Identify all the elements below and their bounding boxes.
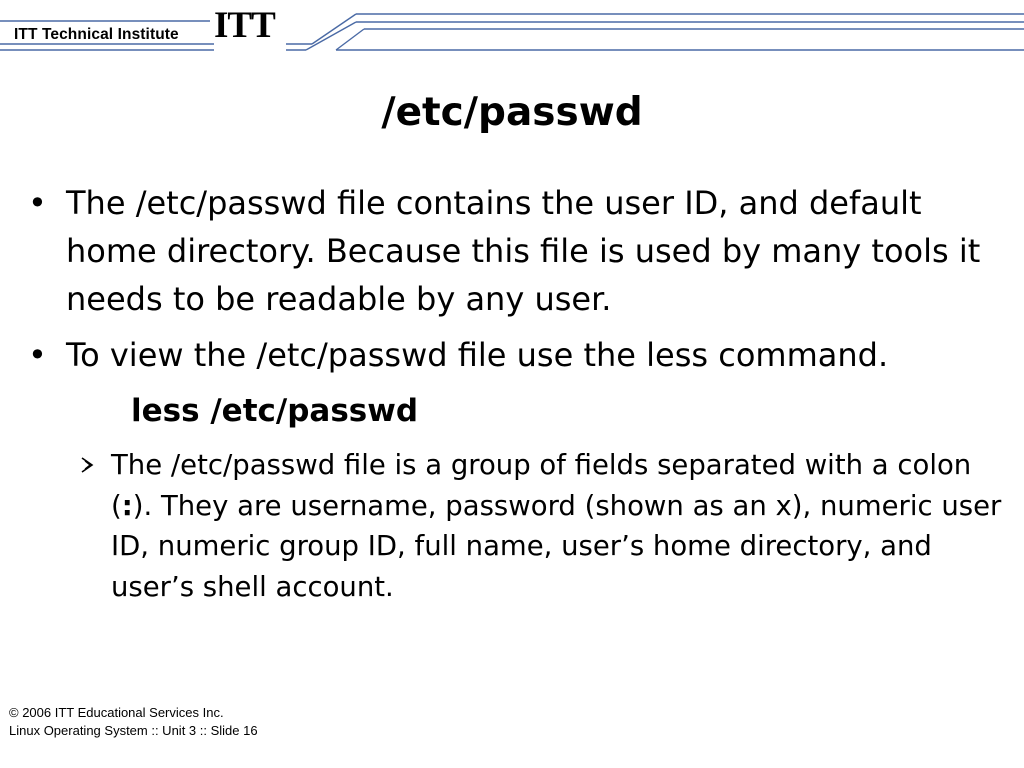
- sub-bullet-text-after: ). They are username, password (shown as an x), numeric user ID, numeric group ID, full name, user’s home directory, and user’s shell account.: [111, 489, 1002, 603]
- bullet-item: [28, 179, 1008, 325]
- itt-logo: ITT: [214, 5, 275, 46]
- bullet-text: To view the /etc/passwd file use the less command.: [66, 336, 889, 374]
- slide-title: /etc/passwd: [381, 90, 643, 135]
- bullet-dot: •: [28, 184, 47, 222]
- bullet-text: The /etc/passwd file contains the user ID, and default home directory. Because this file is used by many tools it needs to be readable by any user.: [66, 184, 981, 318]
- footer: [9, 704, 258, 740]
- brand-name: ITT Technical Institute: [14, 26, 179, 43]
- sub-bullet-item: [80, 445, 1010, 615]
- arrow-bullet-icon: [80, 455, 96, 475]
- colon-symbol: :: [121, 489, 133, 522]
- bullet-dot: •: [28, 336, 47, 374]
- command-example: less /etc/passwd: [131, 393, 419, 429]
- footer-slide-info: Linux Operating System :: Unit 3 :: Slide 16: [9, 723, 258, 738]
- sub-bullet-text: [111, 445, 1010, 607]
- sub-bullet-text-before: The /etc/passwd file is a group of fields separated with a colon (: [111, 449, 972, 522]
- bullet-item: [28, 331, 1008, 381]
- footer-copyright: © 2006 ITT Educational Services Inc.: [9, 705, 224, 720]
- header-band: [0, 0, 1024, 60]
